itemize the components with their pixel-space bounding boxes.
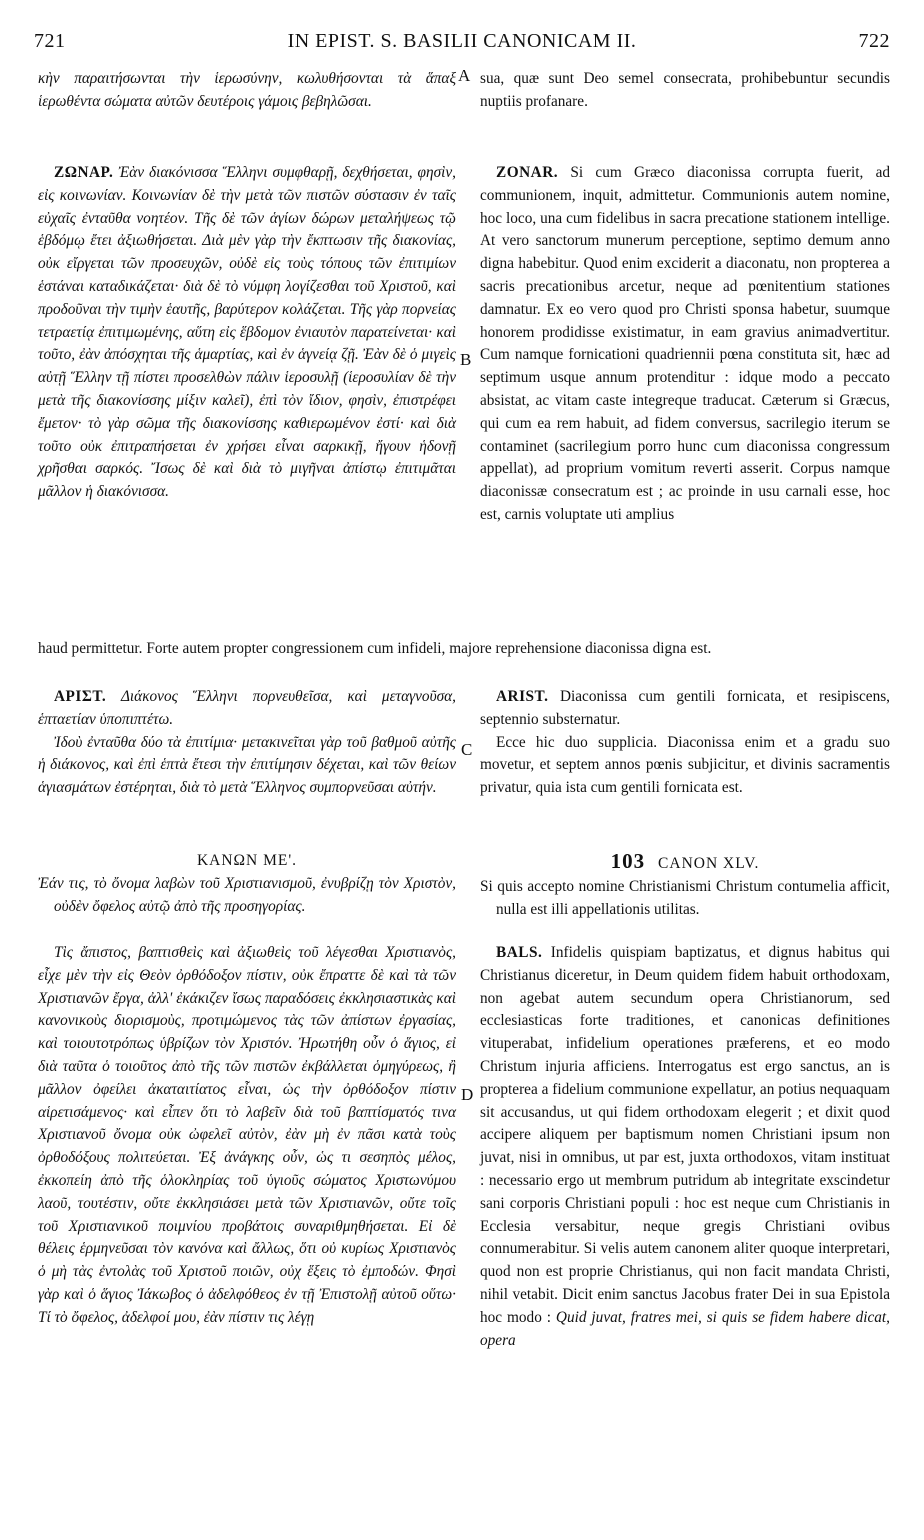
latin-balsamon-label: BALS. xyxy=(496,944,543,961)
page-number-left: 721 xyxy=(34,30,66,52)
margin-marker-c: C xyxy=(461,740,473,759)
latin-balsamon-commentary xyxy=(480,942,890,1502)
margin-marker-b: B xyxy=(460,350,472,369)
running-title: IN EPIST. S. BASILII CANONICAM II. xyxy=(287,30,637,52)
latin-balsamon-quote: Quid juvat, fratres mei, si quis se fidem habere dicat, opera xyxy=(480,1308,890,1349)
latin-aristenus-text: Diaconissa cum gentili fornicata, et resipiscens, septennio substernatur. xyxy=(480,688,891,728)
page-number-right: 722 xyxy=(858,30,890,52)
margin-marker-a: A xyxy=(458,66,471,85)
latin-canon-heading xyxy=(480,850,890,876)
greek-zonaras-text: Ἐὰν διακόνισσα Ἕλληνι συμφθαρῇ, δεχθήσεται, φησὶν, εἰς κοινωνίαν. Κοινωνίαν δὲ τὴν μετὰ τῶν πιστῶν σύστασιν ἐν ταῖς εὐχαῖς ἐνταῦθα νοητέον. Τῆς δὲ τῶν ἁγίων δώρων μεταλήψεως τῷ ἑβδόμῳ ἔτει ἀξιωθήσεται. Διὰ μὲν γὰρ τὴν ἔκπτωσιν τῆς διακονίας, οὐκ εἴργεται τῶν προσευχῶν, οὐδὲ εἰς τοὺς τόπους τῶν ἐπιτιμίων ἑστάναι καταδικάζεται· διὰ δὲ τὸ νύμφη λογίζεσθαι τοῦ Χριστοῦ, καὶ προδοῦναι τὴν τιμὴν ἑαυτῆς, βαρύτερον κολάζεται. Τῆς γὰρ πορνείας τετραετίᾳ ἐπιτιμωμένης, αὕτη εἰς ἕβδομον ἐνιαυτὸν παρατείνεται· καὶ τοῦτο, ἐὰν ἀπόσχηται τῆς ἁμαρτίας, καὶ ἐν ἁγνείᾳ ζῇ. Ἐὰν δὲ ὁ μιγεὶς αὐτῇ Ἕλλην τῇ πίστει προσελθὼν πάλιν ἱεροσυλῇ (ἱεροσυλίαν δὲ τὴν μετὰ τῆς διακονίσσης μίξιν καλεῖ), ἐπὶ τὸν ἴδιον, φησὶν, ἐπιστρέφει ἔμετον· τὸ γὰρ σῶμα τῆς διακονίσσης καθιερωμένον ἐστί· καὶ διὰ τοῦτο οὐκ ἐπιτραπήσεται ἐν χρήσει εἶναι σαρκικῇ, ἤγουν ἡδονῇ χρῆσθαι σαρκός. Ἴσως δὲ καὶ διὰ τὸ μιγῆναι ἀπίστῳ ἐπιτιμᾶται μᾶλλον ἡ διακόνισσα. xyxy=(38,164,457,501)
latin-aristenus-explanation: Ecce hic duo supplicia. Diaconissa enim et a gradu suo movetur, et septem annos pœnis subjicitur, et divinis sacramentis privatur, quia ista cum gentili fornicata est. xyxy=(480,733,890,797)
latin-aristenus-label: ARIST. xyxy=(496,688,549,705)
latin-canon-title: CANON XLV. xyxy=(658,855,760,872)
latin-canon-text: Si quis accepto nomine Christianismi Christum contumelia afficit, nulla est illi appellationis utilitas. xyxy=(480,877,890,918)
greek-aristenus-text: Διάκονος Ἕλληνι πορνευθεῖσα, καὶ μεταγνοῦσα, ἑπταετίαν ὑποπιπτέτω. xyxy=(38,688,456,728)
greek-canon-text: Ἐάν τις, τὸ ὄνομα λαβὼν τοῦ Χριστιανισμοῦ, ἐνυβρίζῃ τὸν Χριστὸν, οὐδὲν ὄφελος αὐτῷ ἀπὸ τῆς προσηγορίας. xyxy=(38,874,456,915)
zonaras-full-width-continuation: haud permittetur. Forte autem propter congressionem cum infideli, majore reprehensione diaconissa digna est. xyxy=(38,640,712,657)
greek-canon-45 xyxy=(38,850,456,950)
latin-balsamon-text: Infidelis quispiam baptizatus, et dignus habitus qui Christianus diceretur, in Deum quidem fidem habuit orthodoxam, non agebat autem secundum opera Christianorum, sed ecclesiasticas forte traditiones, et canonicas definitiones vituperabat, infidelium operationes præferens, et eo modo Christum injuria afficiens. Interrogatus est ergo sanctus, an is propterea a fidelium communione expellatur, an potius nequaquam sit accusandus, ut qui fidem orthodoxam elegerit ; et dixit quod accipere aliquem per baptismum nomen Christiani ipsum non juvat, nisi in omnibus, ut par est, juxta orthodoxos, vitam instituat : necessario ergo ut membrum putridum ab integritate exscindetur sani corporis Christiani populi : hoc est neque cum Christianis in Ecclesia versabitur, neque gregis Christiani ovibus connumerabitur. Si velis autem canonem aliter quoque interpretari, quod non est proprie Christianus, qui non facit mandata Christi, nihil vetabit. Dicit enim sanctus Jacobus frater Dei in sua Epistola hoc modo : xyxy=(480,944,891,1326)
canon-number: 103 xyxy=(610,849,646,873)
greek-aristenus-label: ΑΡΙΣΤ. xyxy=(54,688,107,705)
greek-top-fragment: κὴν παραιτήσωνται τὴν ἱερωσύνην, κωλυθήσονται τὰ ἅπαξ ἱερωθέντα σώματα αὐτῶν δευτέροις γάμοις βεβηλῶσαι. xyxy=(38,70,456,110)
latin-zonaras-text: Si cum Græco diaconissa corrupta fuerit, ad communionem, inquit, admittetur. Communionis autem nomine, hoc loco, una cum fidelibus in sacra precatione stationem intellige. At vero sanctorum munerum perceptione, septimo demum anno digna habebitur. Quod enim exciderit a diaconatu, non propterea a sacris precationibus arcetur, neque ad pœnitentium stationes damnatur. Ex eo vero quod pro Christi sponsa habetur, suumque honorem prodidisse existimatur, in eam gravius animadvertitur. Cum namque fornicationi quadriennii pœna constituta sit, hæc ad septimum usque annum protenditur : idque modo a peccato absistat, ac vitam caste integreque traducat. Cæterum si Græcus, qui cum ea rem habuit, ad fidem conversus, sacrilegio iterum se contaminet (sacrilegium porro hunc cum diaconissa congressum appellat), ad proprium vomitum reverti asserit. Corpus namque diaconissæ consecratum est ; ac proinde in usu carnali esse, hoc est, carnis voluptate uti amplius xyxy=(480,164,891,523)
running-head xyxy=(34,30,890,60)
latin-zonaras-label: ZONAR. xyxy=(496,164,559,181)
greek-balsamon-commentary xyxy=(38,942,456,1502)
greek-canon-title: ΚΑΝΩΝ ΜΕ'. xyxy=(196,852,298,869)
greek-zonaras-label: ΖΩΝΑΡ. xyxy=(54,164,114,181)
latin-aristenus-commentary xyxy=(480,686,890,846)
greek-zonaras-commentary xyxy=(38,162,456,642)
latin-zonaras-commentary xyxy=(480,162,890,642)
margin-marker-d: D xyxy=(461,1085,474,1104)
greek-balsamon-quote: Τί τὸ ὄφελος, ἀδελφοί μου, ἐὰν πίστιν τις λέγῃ xyxy=(38,1308,315,1326)
greek-aristenus-commentary xyxy=(38,686,456,846)
latin-top-fragment: sua, quæ sunt Deo semel consecrata, prohibebuntur secundis nuptiis profanare. xyxy=(480,70,890,110)
greek-balsamon-text: Τὶς ἄπιστος, βαπτισθεὶς καὶ ἀξιωθεὶς τοῦ λέγεσθαι Χριστιανὸς, εἶχε μὲν τὴν εἰς Θεὸν ὀρθόδοξον πίστιν, οὐκ ἔπραττε δὲ καὶ τὰ τῶν Χριστιανῶν ἔργα, ἀλλ' ἐκάκιζεν ἴσως παραδόσεις ἐκκλησιαστικὰς καὶ κανονικοὺς διορισμοὺς, προτιμώμενος τὰς τῶν ἀπίστων ἐργασίας, καὶ τοιουτοτρόπως ὑβρίζων τὸν Χριστόν. Ἠρωτήθη οὖν ὁ ἅγιος, εἰ διὰ ταῦτα ὁ τοιοῦτος ἀπὸ τῆς τῶν πιστῶν ἐκβάλλεται ὁμηγύρεως, ἢ μᾶλλον ὀφείλει ἀκαταιτίατος εἶναι, ὡς τὴν ὀρθόδοξον πίστιν αἱρετισάμενος· καὶ εἶπεν ὅτι τὸ λαβεῖν διὰ τοῦ βαπτίσματός τινα Χριστιανοῦ ὄνομα οὐκ ὠφελεῖ αὐτὸν, ἐὰν μὴ ἐν πᾶσι κατὰ τοὺς ὀρθοδόξους πολιτεύεται. Ἐξ ἀνάγκης οὖν, ὡς τι σεσηπὸς μέλος, ἐκκοπείη ἀπὸ τῆς ὁλοκληρίας τοῦ ὑγιοῦς σώματος Χριστωνύμου λαοῦ, τουτέστιν, οὔτε ἐκκλησιάσει μετὰ τῶν Χριστιανῶν, οὔτε τοῖς τοῦ Χριστιανικοῦ ποιμνίου προβάτοις συναριθμηθήσεται. Εἰ δὲ θέλεις ἑρμηνεῦσαι τὸν κανόνα καὶ ἄλλως, ὅτι οὐ κυρίως Χριστιανὸς ὁ μὴ τὰς ἐντολὰς τοῦ Χριστοῦ ποιῶν, οὐχ ἕξεις τὸ ἐμποδών. Φησὶ γὰρ καὶ ὁ ἅγιος Ἰάκωβος ὁ ἀδελφόθεος ἐν τῇ Ἐπιστολῇ αὐτοῦ οὕτω· xyxy=(38,944,456,1303)
latin-canon-45 xyxy=(480,850,890,950)
greek-aristenus-explanation: Ἰδοὺ ἐνταῦθα δύο τὰ ἐπιτίμια· μετακινεῖται γὰρ τοῦ βαθμοῦ αὐτῆς ἡ διάκονος, καὶ ἐπὶ ἑπτὰ ἔτεσι τὴν ἐπιτίμησιν δέχεται, καὶ τῶν θείων ἁγιασμάτων ἐστέρηται, διὰ τὸ μετὰ Ἕλληνος συμπορνεῦσαι αὐτήν. xyxy=(38,733,456,797)
